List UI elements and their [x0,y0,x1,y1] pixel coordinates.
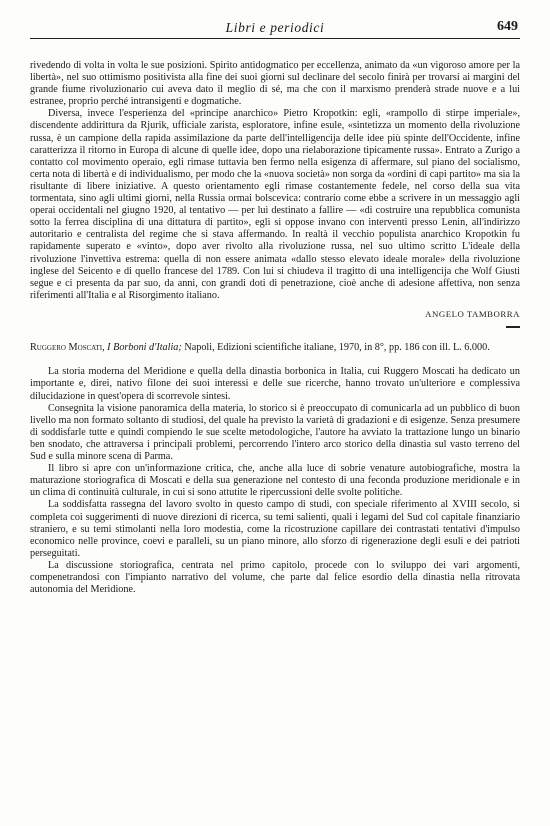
citation-title: I Borboni d'Italia; [107,341,182,353]
review2-paragraph-3: Il libro si apre con un'informazione critica, che, anche alla luce di sobrie venature autobiografiche, mostra la maturazione storiografica di Moscati e della sua generazione nel contesto di una feconda produzione meridionale e in un clima di continuità culturale, in cui si sono attutite le ripercussioni delle svolte politiche. [30,463,520,499]
citation-author: Ruggero Moscati, [30,341,105,353]
review2-paragraph-5: La discussione storiografica, centrata nel primo capitolo, procede con lo sviluppo dei vari argomenti, compenetrandosi con l'impianto narrativo del volume, che parte dal felice esordio della dinastia nella ritrovata autonomia del Meridione. [30,559,520,596]
review2-paragraph-1: La storia moderna del Meridione e quella della dinastia borbonica in Italia, cui Ruggero Moscati ha dedicato un importante e, direi, nativo filone dei suoi interessi e delle sue ricerche, hanno trovato un'ulteriore e complessiva dilucidazione in quest'opera di scorrevole sintesi. [30,366,520,402]
review2-paragraph-4: La soddisfatta rassegna del lavoro svolto in questo campo di studi, con speciale riferimento al XVIII secolo, si completa coi suggerimenti di nuove direzioni di ricerca, su temi salienti, quali i legami del Sud col capitale finanziario straniero, e su temi stimolanti nella loro modestia, come la ricostruzione capillare dei contrastati tentativi d'impulso economico nelle province, coevi e paralleli, su un piano minore, allo sforzo di rigenerazione degli esuli e dei patrioti perseguitati. [30,499,520,559]
body-text [30,60,520,596]
book-citation [30,342,520,354]
page-number: 649 [497,19,518,34]
reviewer-signature: ANGELO TAMBORRA [425,308,520,319]
section-divider [506,326,520,328]
review2-paragraph-2: Consegnita la visione panoramica della materia, lo storico si è preoccupato di comunicarla ad un pubblico di buon livello ma non formato soltanto di studiosi, del quale ha previsto la varietà di gradazioni e di esigenze. Senza presumere di soddisfarle tutte e quindi compiendo le sue scelte metodologiche, l'autore ha avviato la trattazione lungo un binario ben snodato, che attraversa i principali problemi, percorrendo l'intero arco storico della dinastia sul vasto terreno del Sud e sulla minore scena di Parma. [30,402,520,463]
citation-details: Napoli, Edizioni scientifiche italiane, 1970, in 8°, pp. 186 con ill. L. 6.000. [184,341,490,353]
review2 [30,366,520,596]
running-header [30,18,520,39]
review1-paragraph-2: Diversa, invece l'esperienza del «principe anarchico» Pietro Kropotkin: egli, «rampollo di stirpe imperiale», discendente addirittura da Rjurik, ufficiale zarista, esploratore, infine esule, «sintetizza un momento della rivoluzione russa, è un campione della rapida assimilazione da parte dell'intelligencija delle idee più spinte dell'Occidente, infine caratterizza il ritorno in Europa di alcune di quelle idee, dopo una rielaborazione tipicamente russa». Entrato a Zurigo a contatto col movimento operaio, egli rimase tuttavia ben fermo nella esigenza di affermare, sul piano del socialismo, certa nota di libertà e di individualismo, per modo che la «nuova società» non sorga da «ordini di capi partito» ma sia la risultante di libere iniziative. A questo orientamento egli rimase costantemente fedele, nel corso della sua vita tormentata, sino agli ultimi giorni, nella Russia ormai bolscevica: contrario come ebbe a scrivere in un messaggio agli operai occidentali nel giugno 1920, al tentativo — per lui destinato a fallire — «di costruire una repubblica comunista sotto la ferrea disciplina di una dittatura di partito», egli si oppose invano con interventi presso Lenin, all'indirizzo autoritario e centralista del regime che si stava affermando. In realtà il vecchio populista anarchico Kropotkin fu rapidamente superato e «vinto», dopo aver rivolto alla rivoluzione russa, nel suo ultimo scritto L'ideale della rivoluzione l'invettiva estrema: quella di non essere animata «dallo stesso elevato ideale morale» della rivoluzione inglese del Seicento e di quello francese del 1789. Con lui si chiudeva il tragitto di una intelligencija che Wolf Giusti segue e ci presenta da par suo, da anni, con grandi doti di penetrazione, cioè anche di adesione affettiva, non senza riferimenti all'Italia e al Risorgimento italiano. [30,108,520,301]
running-title: Libri e periodici [225,20,325,35]
review1-paragraph-1: rivedendo di volta in volta le sue posizioni. Spirito antidogmatico per eccellenza, animato da «un vigoroso amore per la libertà», nel suo ottimismo positivista alla fine dei suoi giorni sul declinare del secolo finirà per trovarsi ai margini del grande fiume rivoluzionario cui aveva dato il meglio di sé, ma che con il marxismo prenderà strade nuove e a lui estranee, proprio perché intransigenti e dogmatiche. [30,60,520,108]
